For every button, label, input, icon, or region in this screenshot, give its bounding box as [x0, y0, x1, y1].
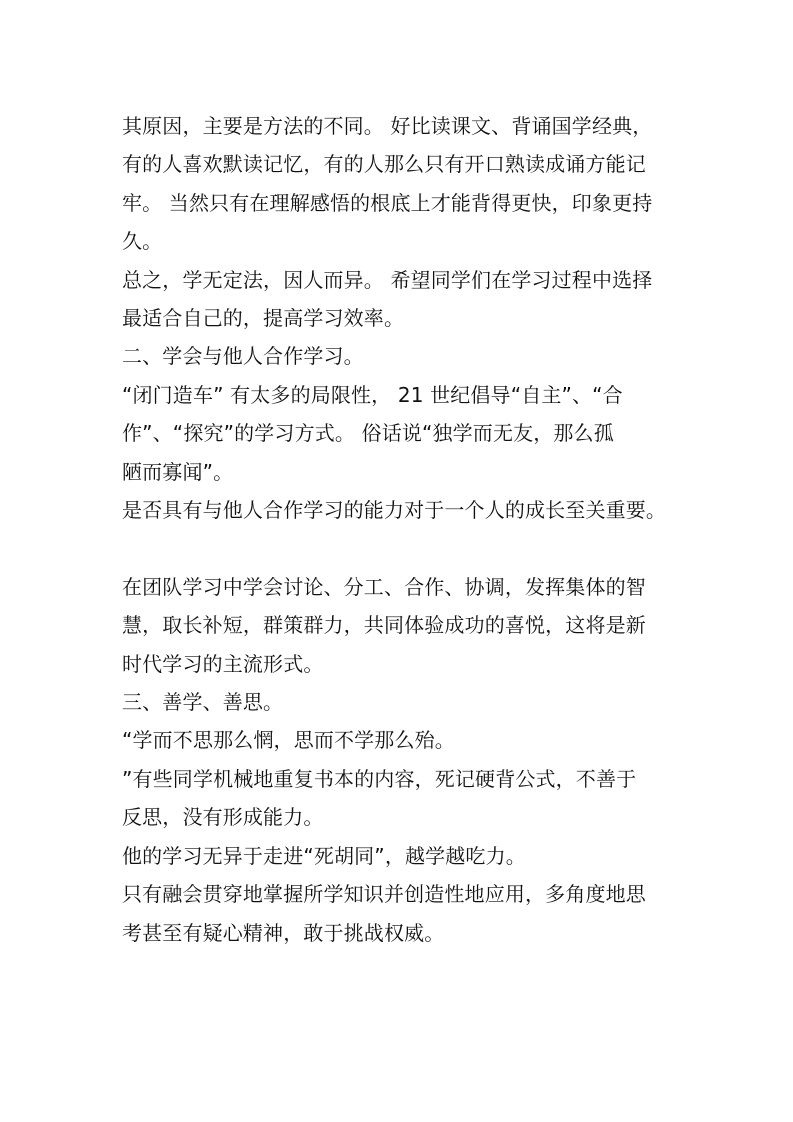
section-heading: 二、学会与他人合作学习。 [122, 344, 364, 369]
text-line: 慧，取长补短，群策群力，共同体验成功的喜悦，这将是新 [122, 613, 646, 638]
text-line: 陋而寡闻”。 [122, 459, 234, 484]
paragraph-spacer [122, 529, 702, 567]
text-line: 牢。 当然只有在理解感悟的根底上才能背得更快，印象更持 [122, 190, 653, 215]
text-line: 总之，学无定法，因人而异。 希望同学们在学习过程中选择 [122, 267, 653, 292]
text-line: 时代学习的主流形式。 [122, 651, 324, 676]
text-line: 在团队学习中学会讨论、分工、合作、协调，发挥集体的智 [122, 574, 646, 599]
text-line: “学而不思那么惘，思而不学那么殆。 [122, 728, 455, 753]
text-line: 反思，没有形成能力。 [122, 805, 324, 830]
text-line: 他的学习无异于走进“死胡同”，越学越吃力。 [122, 843, 526, 868]
text-line: 有的人喜欢默读记忆，有的人那么只有开口熟读成诵方能记 [122, 152, 646, 177]
text-line: 作”、“探究”的学习方式。 俗话说“独学而无友，那么孤 [122, 421, 614, 446]
text-line: 最适合自己的，提高学习效率。 [122, 306, 405, 331]
text-line: “闭门造车” 有太多的局限性， 21 世纪倡导“自主”、“合 [122, 382, 623, 407]
text-line: 是否具有与他人合作学习的能力对于一个人的成长至关重要。 [122, 498, 667, 523]
text-line: 只有融会贯穿地掌握所学知识并创造性地应用，多角度地思 [122, 882, 646, 907]
text-line: 考甚至有疑心精神，敢于挑战权威。 [122, 920, 445, 945]
text-line: ”有些同学机械地重复书本的内容，死记硬背公式，不善于 [122, 766, 637, 791]
text-line: 久。 [122, 229, 163, 254]
text-line: 其原因，主要是方法的不同。 好比读课文、背诵国学经典， [122, 114, 653, 138]
body-text [122, 107, 702, 952]
section-heading: 三、善学、善思。 [122, 690, 284, 715]
